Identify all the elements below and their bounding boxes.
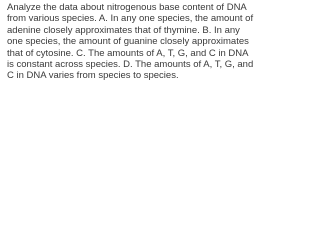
question-text: Analyze the data about nitrogenous base content of DNA from various species. A. In any one species, the amount of adenine closely approximates that of thymine. B. In any one species, the amount of guanine closely approximates that of cytosine. C. The amounts of A, T, G, and C in DNA is constant across species. D. The amounts of A, T, G, and C in DNA varies from species to species. xyxy=(7,2,254,82)
